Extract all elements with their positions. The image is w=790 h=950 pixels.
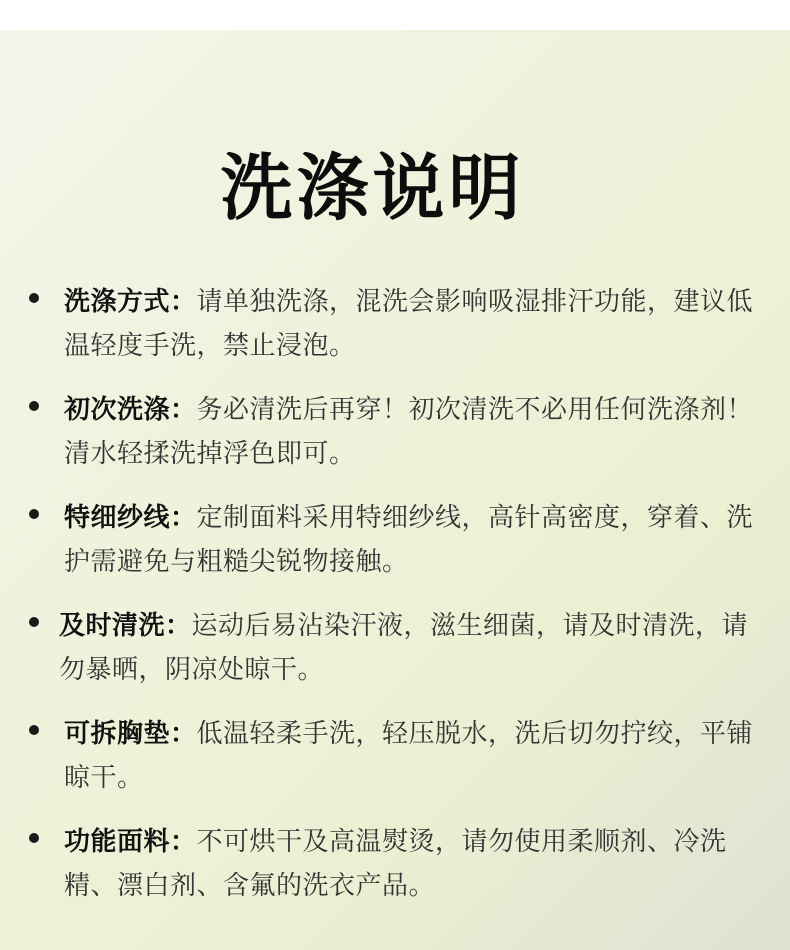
- item-description: 不可烘干及高温熨烫，请勿使用柔顺剂、冷洗精、漂白剂、含氟的洗衣产品。: [64, 827, 727, 901]
- list-item: [0, 712, 790, 820]
- item-text: [59, 604, 754, 692]
- item-label: 初次洗涤：: [64, 395, 197, 425]
- page-title: 洗涤说明: [220, 146, 525, 230]
- item-label: 功能面料：: [64, 827, 197, 857]
- list-item: [0, 388, 790, 496]
- bullet-icon: [29, 725, 39, 735]
- item-label: 可拆胸垫：: [64, 719, 197, 749]
- care-instructions-list: [0, 280, 790, 928]
- list-item: [0, 280, 790, 388]
- bullet-icon: [29, 509, 39, 519]
- item-description: 运动后易沾染汗液，滋生细菌，请及时清洗，请勿暴晒，阴凉处晾干。: [59, 611, 749, 685]
- bullet-icon: [29, 617, 39, 627]
- bullet-icon: [29, 833, 39, 843]
- list-item: [0, 496, 790, 604]
- bullet-icon: [29, 293, 39, 303]
- item-text: [64, 280, 759, 368]
- item-description: 定制面料采用特细纱线，高针高密度，穿着、洗护需避免与粗糙尖锐物接触。: [64, 503, 754, 577]
- item-text: [64, 712, 759, 800]
- item-text: [64, 388, 759, 476]
- item-text: [64, 496, 759, 584]
- item-label: 及时清洗：: [59, 611, 192, 641]
- list-item: [0, 604, 790, 712]
- bullet-icon: [29, 401, 39, 411]
- item-description: 低温轻柔手洗，轻压脱水，洗后切勿拧绞，平铺晾干。: [64, 719, 754, 793]
- list-item: [0, 820, 790, 928]
- item-label: 洗涤方式：: [64, 287, 197, 317]
- item-description: 务必清洗后再穿！初次清洗不必用任何洗涤剂！清水轻揉洗掉浮色即可。: [64, 395, 754, 469]
- item-description: 请单独洗涤，混洗会影响吸湿排汗功能，建议低温轻度手洗，禁止浸泡。: [64, 287, 754, 361]
- item-label: 特细纱线：: [64, 503, 197, 533]
- item-text: [64, 820, 759, 908]
